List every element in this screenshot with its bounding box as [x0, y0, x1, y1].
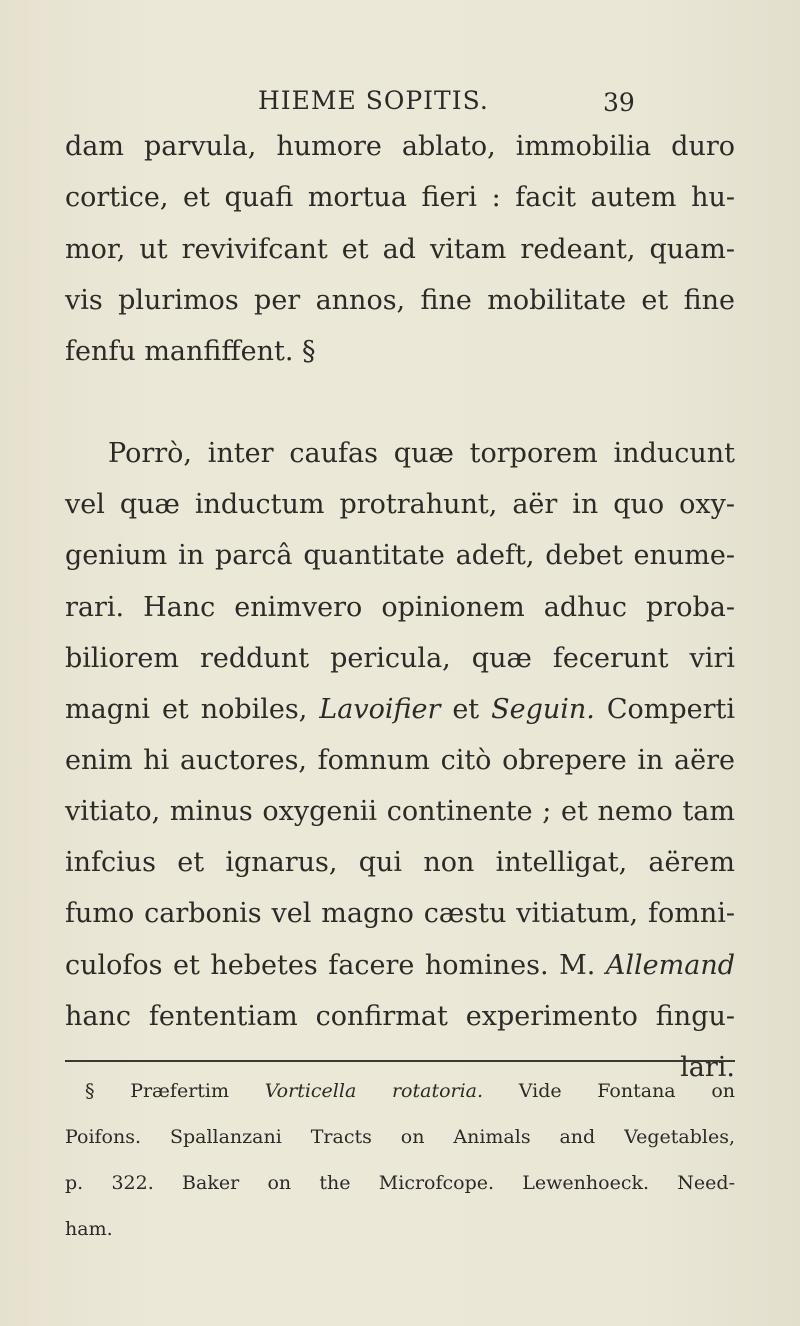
- footnote-line: Poifons. Spallanzani Tracts on Animals and Vegetables,: [65, 1126, 735, 1148]
- text-line: rari. Hanc enimvero opinionem adhuc proba-: [65, 591, 735, 623]
- text-line: Porrò, inter caufas quæ torporem inducunt: [108, 438, 735, 470]
- author-name-lavoisier: Lavoifier: [319, 693, 441, 725]
- footnote-line: ham.: [65, 1218, 113, 1240]
- text-line: vis plurimos per annos, fine mobilitate et fine: [65, 284, 735, 316]
- footnote-species: Vorticella rotatoria.: [264, 1080, 484, 1102]
- text-line: vitiato, minus oxygenii continente ; et nemo tam: [65, 796, 735, 828]
- text-segment: Comperti: [606, 693, 736, 725]
- text-segment: magni et nobiles,: [65, 693, 308, 725]
- footnote-line: p. 322. Baker on the Microfcope. Lewenhoeck. Need-: [65, 1172, 735, 1194]
- text-segment: et: [452, 693, 480, 725]
- running-title: HIEME SOPITIS.: [258, 86, 489, 115]
- text-line: infcius et ignarus, qui non intelligat, aërem: [65, 847, 735, 879]
- footnote-text: Vide Fontana on: [518, 1080, 735, 1102]
- page-header: [0, 86, 800, 126]
- text-line: enim hi auctores, fomnum citò obrepere in aëre: [65, 745, 735, 776]
- text-line: dam parvula, humore ablato, immobilia duro: [65, 131, 735, 163]
- footnote-marker: §: [85, 1080, 95, 1102]
- text-line: [65, 693, 735, 727]
- text-line: vel quæ inductum protrahunt, aër in quo oxy-: [65, 489, 735, 521]
- footnote-line: [65, 1078, 735, 1104]
- footnote-text: Præfertim: [130, 1080, 230, 1102]
- author-name-seguin: Seguin.: [491, 693, 595, 725]
- text-line: genium in parcâ quantitate adeft, debet enume-: [65, 540, 735, 572]
- page-number: 39: [603, 88, 635, 117]
- author-name-allemand: Allemand: [605, 949, 735, 981]
- text-line: mor, ut revivifcant et ad vitam redeant, quam-: [65, 233, 735, 265]
- text-line: cortice, et quafi mortua fieri : facit autem hu-: [65, 182, 735, 214]
- text-line: hanc fententiam confirmat experimento fingu-: [65, 1000, 735, 1032]
- catchword-line: lari.: [680, 1051, 735, 1083]
- text-line: [65, 949, 735, 983]
- footnote-rule: [65, 1060, 735, 1062]
- text-line: biliorem reddunt pericula, quæ fecerunt viri: [65, 642, 735, 674]
- text-segment: culofos et hebetes facere homines. M.: [65, 949, 596, 981]
- text-line: fumo carbonis vel magno cæstu vitiatum, fomni-: [65, 898, 735, 930]
- text-line: fenfu manfiffent. §: [65, 335, 316, 367]
